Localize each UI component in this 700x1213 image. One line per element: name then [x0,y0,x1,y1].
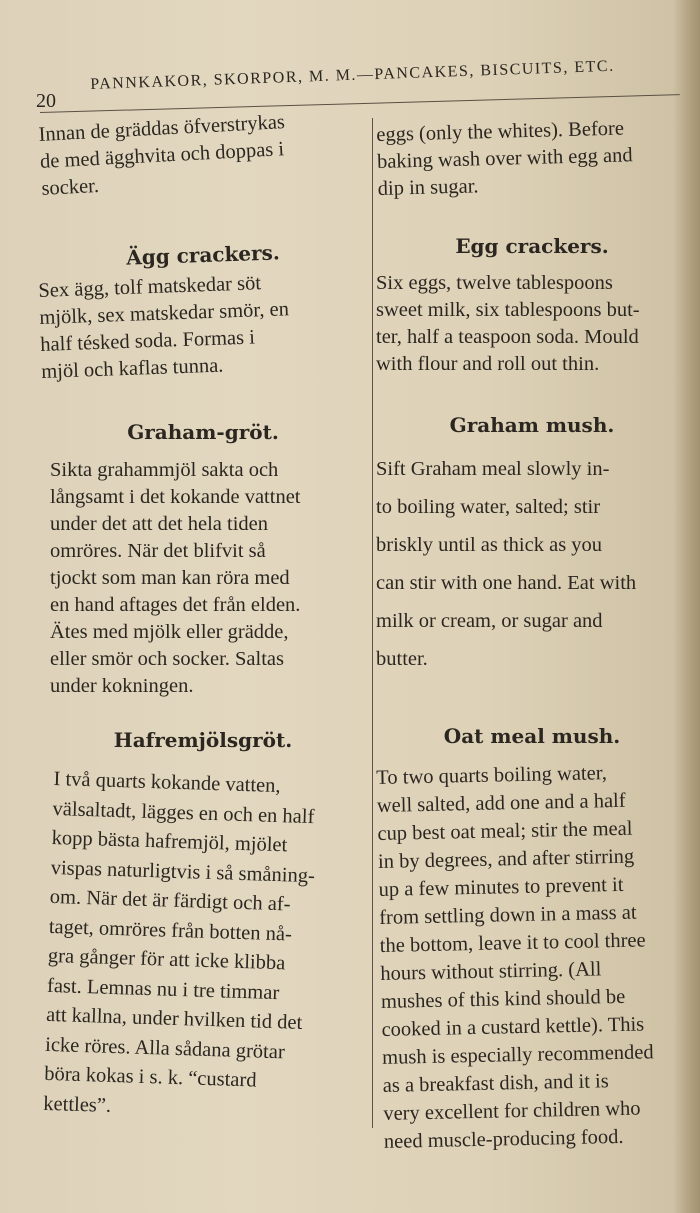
swedish-intro: Innan de gräddas öfverstrykas de med ägghvita och doppas i socker. [38,111,286,200]
section-body: Sex ägg, tolf matskedar söt mjölk, sex matskedar smör, en half tésked soda. Formas i mjöl och kaflas tunna. [38,272,290,383]
english-intro: eggs (only the whites). Before baking wash over with egg and dip in sugar. [376,117,633,200]
section-body: Six eggs, twelve tablespoons sweet milk, six tablespoons but- ter, half a teaspoon soda. Mould with flour and roll out thin. [376,272,640,375]
page-number: 20 [36,90,56,112]
section-title: Graham-gröt. [127,420,279,444]
section-title: Egg crackers. [455,234,609,258]
page-header [36,57,666,112]
running-head: PANNKAKOR, SKORPOR, M. M.—PANCAKES, BISCUITS, ETC. [90,57,615,93]
column-divider [372,118,373,1128]
section-body: Sift Graham meal slowly in- to boiling water, salted; stir briskly until as thick as you can stir with one hand. Eat with milk or cream, or sugar and butter. [376,458,637,670]
section-body: To two quarts boiling water, well salted, add one and a half cup best oat meal; stir the meal in by degrees, and after stirring up a few minutes to prevent it from settling down in a mass at the bottom, leave it to cool three hours without stirring. (All mushes of this kind should be cooked in a custard kettle). This mush is especially recommended as a breakfast dish, and it is very excellent for children who need muscle-producing food. [376,762,654,1153]
section-title: Hafremjölsgröt. [113,728,293,752]
page-edge-shadow [674,0,700,1213]
section-title: Ägg crackers. [125,240,281,270]
section-title: Graham mush. [449,413,615,437]
section-body: I två quarts kokande vatten, välsaltadt, lägges en och en half kopp bästa hafremjöl, mjölet vispas naturligtvis i så småning- om. När det är färdigt och af- taget, omröres från botten nå- gra gånger för att icke klibba fast. Lemnas nu i tre timmar att kallna, under hvilken tid det icke röres. Alla sådana grötar böra kokas i s. k. “custard kettles”. [43,767,316,1117]
section-title: Oat meal mush. [443,724,621,748]
section-body: Sikta grahammjöl sakta och långsamt i det kokande vattnet under det att det hela tiden omröres. När det blifvit så tjockt som man kan röra med en hand aftages det från elden. Ätes med mjölk eller grädde, eller smör och socker. Saltas under kokningen. [50,459,301,697]
